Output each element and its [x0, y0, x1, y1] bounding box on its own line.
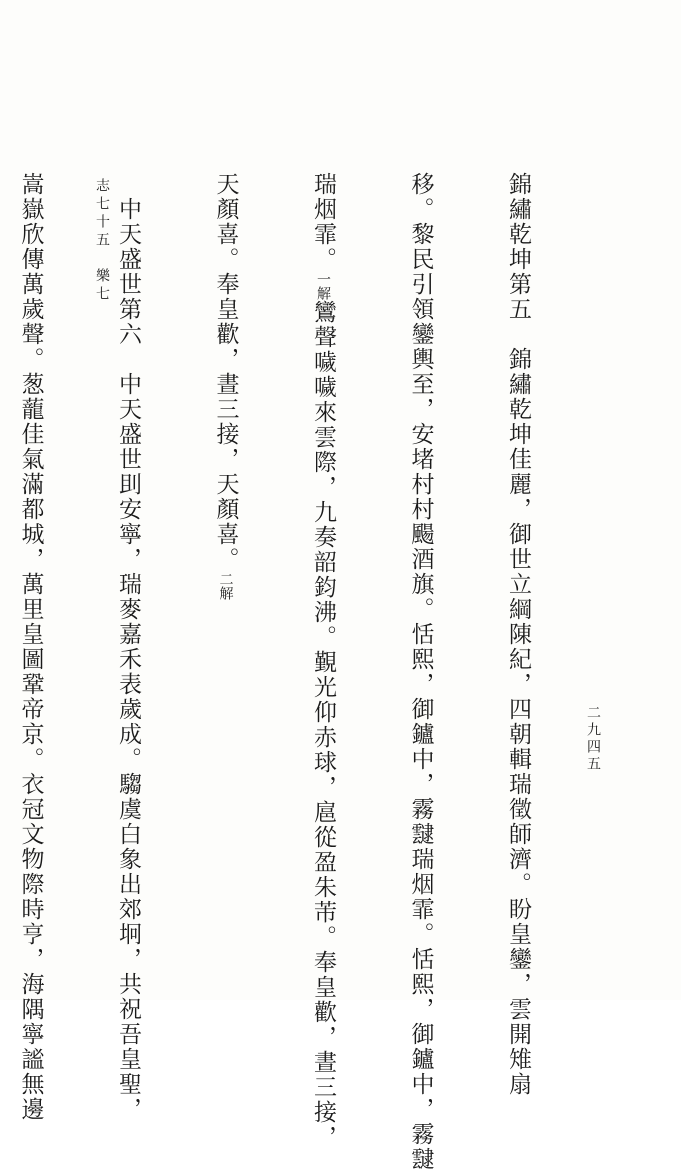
page-number: 二九四五: [585, 705, 601, 773]
text-column: 錦繡乾坤第五 錦繡乾坤佳麗，御世立綱陳紀，四朝輯瑞徵師濟。盼皇鑾，雲開雉扇: [505, 172, 531, 1097]
text-column: 天顏喜。奉皇歡，晝三接，天顏喜。二解: [212, 172, 239, 600]
text-column: 中天盛世第六 中天盛世刞安寧，瑞麥嘉禾表歲成。騶虞白象出郊坰，共祝吾皇聖，: [115, 172, 141, 1122]
text-column: 移。黎民引領鑾輿至，安堵村村颺酒旗。恬熙，御鑪中，霧靆瑞烟霏。恬熙，御鑪中，霧靆: [407, 172, 434, 1172]
running-header: 志七十五 樂七: [94, 178, 110, 304]
text-column: 嵩嶽欣傳萬歲聲。葱蘢佳氣滿都城，萬里皇圖鞏帝京。衣冠文物際時亨，海隅寧謐無邊: [17, 172, 44, 1122]
text-column: 瑞烟霏。一解鸞聲噦噦來雲際，九奏韶鈞沸。覲光仰赤球，扈從盈朱芾。奉皇歡，晝三接，: [310, 172, 336, 1150]
classical-text-body: [0, 172, 599, 1172]
section-annotation: 二解: [217, 572, 234, 600]
section-annotation: 一解: [315, 272, 331, 300]
